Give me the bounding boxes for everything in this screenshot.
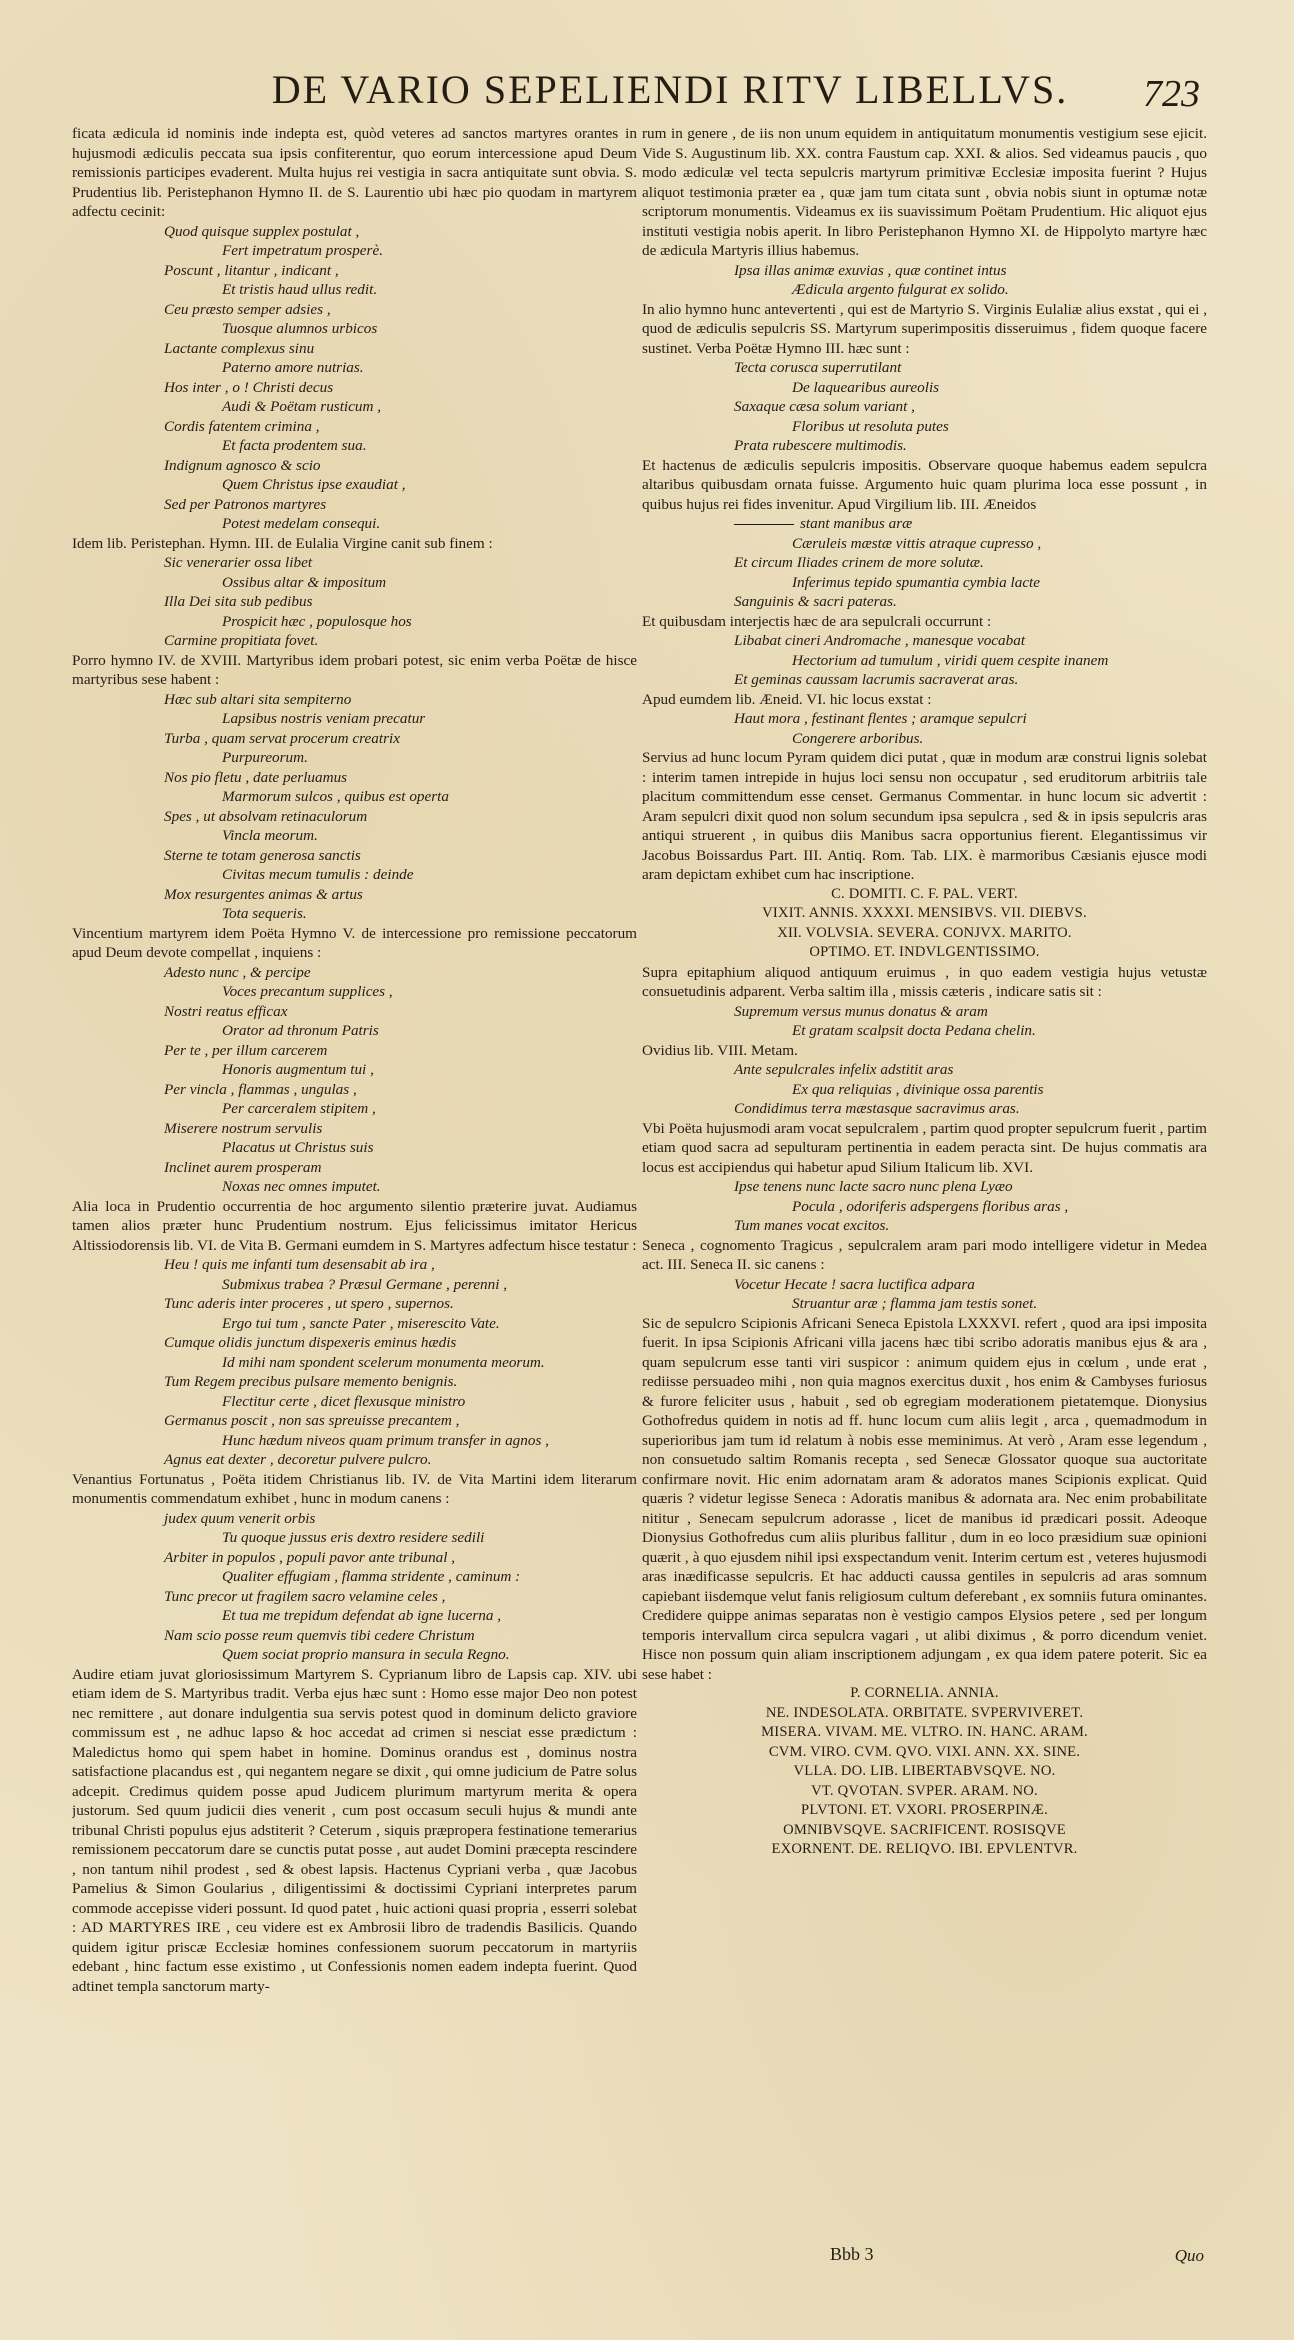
verse-line [72, 729, 637, 749]
inscription-line [642, 1762, 1207, 1782]
line-text: Et circum Iliades crinem de more solutæ. [734, 554, 984, 571]
line-text: Submixus trabea ? Præsul Germane , perenni , [222, 1275, 508, 1293]
verse-block [642, 1275, 1207, 1314]
verse-line [72, 826, 637, 846]
line-text: Per te , per illum carcerem [164, 1041, 328, 1059]
verse-line [72, 865, 637, 885]
line-text: Mox resurgentes animas & artus [164, 885, 363, 903]
verse-line [642, 1275, 1207, 1295]
line-text: Sic venerarier ossa libet [164, 554, 313, 571]
paragraph: Et quibusdam interjectis hæc de ara sepulcrali occurrunt : [642, 612, 992, 630]
line-text: Placatus ut Christus suis [222, 1139, 374, 1156]
verse-line [72, 1645, 637, 1665]
verse-line [72, 612, 637, 632]
line-text: De laquearibus aureolis [792, 378, 940, 396]
line-text: Miserere nostrum servulis [164, 1119, 323, 1137]
line-text: EXORNENT. DE. RELIQVO. IBI. EPVLENTVR. [771, 1841, 1078, 1857]
line-text: Fert impetratum prosperè. [222, 242, 383, 259]
line-text: Ipse tenens nunc lacte sacro nunc plena Lyæo [734, 1178, 1013, 1195]
line-text: Ergo tui tum , sancte Pater , miserescito Vate. [222, 1314, 500, 1332]
verse-line [72, 1294, 637, 1314]
paragraph: Seneca , cognomento Tragicus , sepulcralem aram pari modo intelligere videtur in Medea act. III. Seneca II. sic canens : [642, 1236, 1207, 1273]
line-text: Vocetur Hecate ! sacra luctifica adpara [734, 1275, 975, 1293]
line-text: Turba , quam servat procerum creatrix [164, 729, 400, 747]
line-text: stant manibus aræ [800, 515, 913, 532]
paragraph: Servius ad hunc locum Pyram quidem dici putat , quæ in modum aræ construi lignis solebat : interim tamen intrepide in hujus loci sensu non occupatur , sed eruditorum arbitriis tale placitum committendum esse censet. Germanus Commentar. in hunc locum sic advertit : Aram sepulcri dixit quod non solum secundum ipsa sepulcra , sed & in ipsis sepulcris aras antiqui struerent , in quibus diis Manibus sacra opportunius fierent. Elegantissimus vir Jacobus Boissardus Part. III. Antiq. Rom. Tab. LIX. è marmoribus Cæsianis ejusce modi aram depictam exhibet cum hac inscriptione. [642, 749, 1207, 883]
line-text: Hectorium ad tumulum , viridi quem cespite inanem [792, 651, 1109, 669]
verse-line [642, 378, 1207, 398]
line-text: Per vincla , flammas , ungulas , [164, 1080, 357, 1098]
verse-line [72, 846, 637, 866]
verse-line [72, 222, 637, 242]
verse-line [72, 1177, 637, 1197]
line-text: Illa Dei sita sub pedibus [164, 593, 313, 610]
line-text: Germanus poscit , non sas spreuisse precantem , [164, 1412, 460, 1429]
verse-line [72, 1372, 637, 1392]
verse-line [72, 709, 637, 729]
verse-line [72, 1411, 637, 1431]
line-text: P. CORNELIA. ANNIA. [850, 1685, 999, 1701]
verse-line [72, 1255, 637, 1275]
line-text: VT. QVOTAN. SVPER. ARAM. NO. [811, 1782, 1038, 1799]
line-text: Flectitur certe , dicet flexusque ministro [222, 1392, 466, 1410]
verse-line [642, 417, 1207, 437]
inscription-line [642, 1782, 1207, 1802]
line-text: Tota sequeris. [222, 905, 307, 922]
verse-line [72, 1021, 637, 1041]
verse-line [72, 495, 637, 515]
line-text: OPTIMO. ET. INDVLGENTISSIMO. [809, 944, 1040, 960]
inscription-line [642, 924, 1207, 944]
verse-line [72, 1333, 637, 1353]
paragraph: ficata ædicula id nominis inde indepta est, quòd veteres ad sanctos martyres orantes in hujusmodi ædiculis peccata sua ipsis confiterentur, quo eorum intercessione apud Deum remissionis participes evaderent. Multa hujus rei vestigia in sacra antiquitate sunt obvia. S. Prudentius lib. Peristephanon Hymno II. de S. Laurentio ubi hæc pio quodam in martyrem adfectu cecinit: [72, 125, 637, 220]
verse-block [642, 1060, 1207, 1119]
inscription-block [642, 1684, 1207, 1860]
line-text: MISERA. VIVAM. ME. VLTRO. IN. HANC. ARAM. [761, 1724, 1088, 1740]
verse-line [72, 1099, 637, 1119]
line-text: Tum manes vocat excitos. [734, 1217, 890, 1234]
verse-line [72, 417, 637, 437]
verse-line [72, 1606, 637, 1626]
verse-block [642, 358, 1207, 456]
line-text: Adesto nunc , & percipe [164, 963, 311, 981]
verse-line [72, 1002, 637, 1022]
verse-line [72, 904, 637, 924]
verse-line [642, 280, 1207, 300]
verse-line [642, 1294, 1207, 1314]
verse-line [72, 319, 637, 339]
verse-line [642, 534, 1207, 554]
verse-line [642, 514, 1207, 534]
verse-block [642, 1177, 1207, 1236]
paragraph: rum in genere , de iis non unum equidem in antiquitatum monumentis vestigium sese ejicit. Vide S. Augustinum lib. XX. contra Faustum cap. XXI. & alios. Sed videamus paucis , quo modo ædiculæ vel tecta sepulcris martyrum primitivæ Ecclesiæ imposita fuerint ? Hujus aliquot testimonia præter ea , quæ jam tum citata sunt , obvia nobis siunt in optumæ notæ scriptorum monumentis. Videamus ex iis suavissimum Poëtam Prudentium. Hic aliquot ejus instituti vestigia nobis aperit. In libro Peristephanon Hymno XI. de Hippolyto martyre hæc de ædicula Martyris illius habemus. [642, 125, 1207, 259]
verse-line [72, 300, 637, 320]
verse-line [642, 631, 1207, 651]
line-text: Tuosque alumnos urbicos [222, 320, 378, 337]
line-text: Spes , ut absolvam retinaculorum [164, 807, 368, 825]
line-text: Indignum agnosco & scio [164, 456, 321, 474]
line-text: NE. INDESOLATA. ORBITATE. SVPERVIVERET. [765, 1704, 1084, 1721]
line-text: VIXIT. ANNIS. XXXXI. MENSIBVS. VII. DIEBVS. [762, 905, 1087, 921]
inscription-line [642, 1704, 1207, 1724]
paragraph: Porro hymno IV. de XVIII. Martyribus idem probari potest, sic enim verba Poëtæ de hisce martyribus sese habent : [72, 651, 637, 688]
line-text: Prata rubescere multimodis. [734, 437, 907, 454]
line-text: Et facta prodentem sua. [222, 437, 367, 454]
line-text: Tu quoque jussus eris dextro residere sedili [222, 1529, 485, 1546]
verse-line [642, 709, 1207, 729]
line-text: Lactante complexus sinu [164, 339, 315, 357]
running-title: DE VARIO SEPELIENDI RITV LIBELLVS. [271, 67, 1069, 112]
line-text: VLLA. DO. LIB. LIBERTABVSQVE. NO. [793, 1763, 1056, 1779]
verse-line [72, 475, 637, 495]
line-text: Inclinet aurem prosperam [164, 1158, 322, 1176]
page-number: 723 [1143, 73, 1200, 115]
line-text: OMNIBVSQVE. SACRIFICENT. ROSISQVE [783, 1821, 1066, 1838]
line-text: Agnus eat dexter , decoretur pulvere pulcro. [164, 1451, 432, 1468]
line-text: Cordis fatentem crimina , [164, 417, 320, 435]
line-text: Cumque olidis junctum dispexeris eminus hædis [164, 1334, 457, 1351]
verse-line [642, 1002, 1207, 1022]
verse-line [642, 573, 1207, 593]
line-text: Tecta corusca superrutilant [734, 359, 902, 376]
line-text: Marmorum sulcos , quibus est operta [222, 788, 449, 805]
line-text: Purpureorum. [222, 749, 308, 766]
line-text: Struantur aræ ; flamma jam testis sonet. [792, 1295, 1038, 1312]
line-text: Supremum versus munus donatus & aram [734, 1002, 988, 1020]
verse-block [642, 514, 1207, 612]
verse-line [72, 631, 637, 651]
verse-line [642, 1060, 1207, 1080]
verse-line [72, 1528, 637, 1548]
inscription-line [642, 943, 1207, 963]
paragraph: Audire etiam juvat gloriosissimum Martyrem S. Cyprianum libro de Lapsis cap. XIV. ubi etiam idem de S. Martyribus tradit. Verba ejus hæc sunt : Homo esse major Deo non potest nec remittere , aut donare indulgentia sua servis potest quod in dominum delicto graviore commissum est , ne adhuc lapso & hoc accedat ad crimen si nesciat esse prædictum : Maledictus homo qui spem habet in homine. Dominus orandus est , dominus nostra satisfactione placandus est , qui negantem negare se dixit , qui omne judicium de Patre solus adcepit. Credimus quidem posse apud Judicem plurimum martyrum merita & opera justorum. Sed quum judicii dies venerit , cum post occasum seculi hujus & mundi ante tribunal Christi populus ejus adstiterit ? Ceterum , siquis præpropera festinatione temerarius remissionem peccatorum dare se cunctis putat posse , aut audet Domini præcepta rescindere , non tantum nihil prodest , sed & obest lapsis. Hactenus Cypriani verba , quæ Jacobus Pamelius & Simon Goularius , diligentissimi & doctissimi Cypriani interpretes parum commode accepisse videri possunt. Id quod patet , huic actioni quasi propria , esserri solebat : AD MARTYRES IRE , ceu videre est ex Ambrosii libro de tradendis Basilicis. Quando quidem igitur priscæ Ecclesiæ homines confessionem suorum peccatorum in martyriis edebant , hinc factum esse existimo , ut Confessionis nomen eadem indepta fuerint. Quod adtinet templa sanctorum marty- [72, 1665, 637, 1995]
inscription-line [642, 904, 1207, 924]
verse-line [72, 280, 637, 300]
line-text: Noxas nec omnes imputet. [222, 1178, 381, 1195]
line-text: judex quum venerit orbis [164, 1509, 316, 1527]
line-text: Ante sepulcrales infelix adstitit aras [734, 1061, 954, 1078]
line-text: Audi & Poëtam rusticum , [222, 398, 382, 415]
line-text: Voces precantum supplices , [222, 983, 393, 1000]
verse-line [642, 436, 1207, 456]
line-text: Quod quisque supplex postulat , [164, 222, 360, 240]
line-text: CVM. VIRO. CVM. QVO. VIXI. ANN. XX. SINE. [768, 1743, 1081, 1760]
verse-block [72, 222, 637, 534]
line-text: C. DOMITI. C. F. PAL. VERT. [831, 885, 1018, 902]
verse-block [72, 553, 637, 651]
catchword: Quo [1174, 2246, 1204, 2265]
verse-line [72, 592, 637, 612]
verse-line [72, 573, 637, 593]
verse-line [642, 1099, 1207, 1119]
line-text: Ex qua reliquias , divinique ossa parentis [792, 1080, 1044, 1098]
verse-line [642, 397, 1207, 417]
paragraph: Vbi Poëta hujusmodi aram vocat sepulcralem , partim quod propter sepulcrum fuerit , partim etiam quod sacra ad sepulturam pertinentia in eadem peracta sint. De hujus commatis ara locus est accipiendus qui habetur apud Silium Italicum lib. XVI. [642, 1119, 1207, 1176]
line-text: Floribus ut resoluta putes [792, 417, 949, 435]
verse-line [72, 397, 637, 417]
line-text: Ceu præsto semper adsies , [164, 300, 331, 318]
line-text: Poscunt , litantur , indicant , [164, 261, 339, 279]
line-text: Prospicit hæc , populosque hos [222, 612, 412, 630]
line-text: Et gratam scalpsit docta Pedana chelin. [792, 1022, 1036, 1039]
inscription-line [642, 1684, 1207, 1704]
line-text: Cæruleis mæstæ vittis atraque cupresso , [792, 534, 1042, 552]
verse-line [72, 1626, 637, 1646]
line-text: Orator ad thronum Patris [222, 1022, 379, 1039]
verse-line [642, 553, 1207, 573]
verse-line [72, 1450, 637, 1470]
verse-block [72, 1509, 637, 1665]
line-text: Tunc aderis inter proceres , ut spero , supernos. [164, 1295, 454, 1312]
line-text: Vincla meorum. [222, 827, 318, 844]
paragraph: Apud eumdem lib. Æneid. VI. hic locus exstat : [642, 690, 932, 708]
verse-line [72, 748, 637, 768]
verse-line [642, 1197, 1207, 1217]
line-text: Ipsa illas animæ exuvias , quæ continet intus [734, 261, 1007, 279]
line-text: Paterno amore nutrias. [222, 359, 364, 376]
line-text: Pocula , odoriferis adspergens floribus aras , [792, 1197, 1069, 1215]
verse-line [642, 1216, 1207, 1236]
verse-line [72, 1119, 637, 1139]
line-text: Congerere arboribus. [792, 729, 924, 747]
inscription-line [642, 1743, 1207, 1763]
line-text: Per carceralem stipitem , [222, 1100, 376, 1117]
verse-block [642, 631, 1207, 690]
line-text: Lapsibus nostris veniam precatur [222, 710, 426, 727]
verse-line [72, 456, 637, 476]
paragraph: Sic de sepulcro Scipionis Africani Seneca Epistola LXXXVI. refert , quod ara ipsi imposita fuerit. In ipsa Scipionis Africani villa jacens hæc tibi scribo adoratis manibus ejus & ara , quam sepulcrum esse tanti viri suspicor : animum quidem ejus in cœlum , unde erat , rediisse persuadeo mihi , non quia magnos exercitus duxit , hos enim & Cambyses furiosus & furore feliciter usus , habuit , sed ob egregiam moderationem pietatemque. Dionysius Gothofredus quidem in notis ad ff. hunc locum cum aliis legit , arca , quemadmodum in superioribus jam tum id relatum à nobis esse meminimus. At verò , Aram esse legendum , non consuetudo saltim Romanis recepta , sed Senecæ Glossator quoque sua auctoritate confirmare novit. Hic enim adornatam aram & adoratos manes Scipionis explicat. Quid quæris ? videtur legisse Seneca : Adoratis manibus & adornata ara. Nec enim probabilitate nititur , Senecam sepulcrum adorasse , licet de manibus id prædicari possit. Adeoque Dionysius Gothofredus cum aliis pluribus fallitur , dum in eo loco præsidium suæ opinioni quærit , à quo ejusdem nihil ipsi exspectandum venit. Interim certum est , veteres hujusmodi aras inædificasse sepulcris. Et hac adducti caussa gentiles in sepulcris ad aras somnum capiebant iisdemque velut fanis religiosum cultum deferebant , ex somniis futura ominantes. Credidere quippe animas separatas non è vestigio campos Elysios petere , sed per longum temporis intervallum circa sepulcra vagari , ut alibi diximus , & porro dicendum veniet. Hisce non possum quin aliam inscriptionem adjungam , ex qua idem patere poterit. Sic ea sese habet : [642, 1314, 1207, 1683]
line-text: Arbiter in populos , populi pavor ante tribunal , [164, 1548, 456, 1566]
line-text: Hæc sub altari sita sempiterno [164, 690, 352, 708]
inscription-line [642, 1821, 1207, 1841]
verse-line [72, 1041, 637, 1061]
line-text: XII. VOLVSIA. SEVERA. CONJVX. MARITO. [777, 924, 1072, 941]
line-text: Hos inter , o ! Christi decus [164, 378, 334, 396]
line-text: Ædicula argento fulgurat ex solido. [792, 281, 1009, 298]
verse-line [642, 1177, 1207, 1197]
verse-block [72, 1255, 637, 1470]
inscription-line [642, 1723, 1207, 1743]
line-text: Carmine propitiata fovet. [164, 632, 319, 649]
line-text: Honoris augmentum tui , [222, 1061, 374, 1078]
verse-line [72, 885, 637, 905]
line-text: Id mihi nam spondent scelerum monumenta meorum. [222, 1353, 545, 1371]
verse-line [72, 1548, 637, 1568]
verse-line [72, 1060, 637, 1080]
line-text: Hunc hædum niveos quam primum transfer in agnos , [222, 1431, 549, 1449]
verse-line [72, 807, 637, 827]
line-text: Nostri reatus efficax [164, 1002, 288, 1020]
verse-line [72, 982, 637, 1002]
line-text: Heu ! quis me infanti tum desensabit ab ira , [164, 1256, 435, 1273]
inscription-block [642, 885, 1207, 963]
verse-line [72, 241, 637, 261]
verse-line [642, 592, 1207, 612]
line-text: Et geminas caussam lacrumis sacraverat aras. [734, 671, 1019, 688]
line-text: Saxaque cæsa solum variant , [734, 398, 915, 415]
inscription-line [642, 885, 1207, 905]
verse-line [72, 1431, 637, 1451]
inscription-line [642, 1840, 1207, 1860]
verse-line [72, 1567, 637, 1587]
line-text: Quem Christus ipse exaudiat , [222, 476, 406, 493]
right-column [642, 124, 1207, 2254]
verse-line [642, 670, 1207, 690]
paragraph: Venantius Fortunatus , Poëta itidem Christianus lib. IV. de Vita Martini idem literarum monumentis commendatum exhibet , hunc in modum canens : [72, 1470, 637, 1507]
verse-line [72, 1509, 637, 1529]
verse-line [642, 1021, 1207, 1041]
paragraph: Idem lib. Peristephan. Hymn. III. de Eulalia Virgine canit sub finem : [72, 534, 493, 552]
paragraph: Vincentium martyrem idem Poëta Hymno V. de intercessione pro remissione peccatorum apud Deum devote compellat , inquiens : [72, 924, 637, 961]
line-text: Sterne te totam generosa sanctis [164, 846, 361, 864]
paragraph: Ovidius lib. VIII. Metam. [642, 1041, 798, 1059]
verse-line [72, 514, 637, 534]
verse-block [642, 1002, 1207, 1041]
verse-line [72, 768, 637, 788]
verse-block [72, 690, 637, 924]
line-text: Libabat cineri Andromache , manesque vocabat [734, 632, 1026, 649]
paragraph: Supra epitaphium aliquod antiquum eruimus , in quo eadem vestigia hujus vetustæ consuetudinis adparent. Verba saltim illa , missis cæteris , indicare satis sit : [642, 963, 1207, 1000]
verse-line [72, 1392, 637, 1412]
verse-line [72, 1080, 637, 1100]
line-text: Tum Regem precibus pulsare memento benignis. [164, 1373, 458, 1390]
verse-block [642, 261, 1207, 300]
paragraph: Et hactenus de ædiculis sepulcris impositis. Observare quoque habemus eadem sepulcra altaribus quibusdam ornata fuisse. Argumento huic quam plurima loca esse possunt , in quibus hujus rei fides invenitur. Apud Virgilium lib. III. Æneidos [642, 456, 1207, 513]
verse-line [72, 1314, 637, 1334]
verse-line [72, 1275, 637, 1295]
verse-line [72, 787, 637, 807]
verse-line [72, 339, 637, 359]
line-text: Inferimus tepido spumantia cymbia lacte [792, 573, 1041, 591]
line-text: Et tua me trepidum defendat ab igne lucerna , [222, 1607, 502, 1624]
verse-line [72, 690, 637, 710]
verse-line [642, 261, 1207, 281]
verse-line [642, 651, 1207, 671]
line-text: Haut mora , festinant flentes ; aramque sepulcri [734, 710, 1027, 727]
paragraph: In alio hymno hunc antevertenti , qui est de Martyrio S. Virginis Eulaliæ alius exstat , qui ei , quod de ædiculis sepulcris SS. Martyrum superimpositis disseruimus , fidem quoque facere sustinet. Verba Poëtæ Hymno III. hæc sunt : [642, 300, 1207, 357]
verse-line [72, 1587, 637, 1607]
verse-line [72, 358, 637, 378]
verse-block [642, 709, 1207, 748]
line-text: Sed per Patronos martyres [164, 495, 327, 513]
verse-line [72, 553, 637, 573]
line-text: Et tristis haud ullus redit. [222, 281, 378, 298]
verse-line [72, 963, 637, 983]
signature-mark: Bbb 3 [830, 2244, 874, 2264]
line-text: Tunc precor ut fragilem sacro velamine celes , [164, 1587, 446, 1605]
verse-block [72, 963, 637, 1197]
verse-line [72, 1158, 637, 1178]
line-text: PLVTONI. ET. VXORI. PROSERPINÆ. [801, 1802, 1048, 1818]
line-text: Quem sociat proprio mansura in secula Regno. [222, 1646, 510, 1663]
verse-line [642, 1080, 1207, 1100]
line-text: Civitas mecum tumulis : deinde [222, 866, 414, 883]
verse-line [72, 261, 637, 281]
verse-line [642, 729, 1207, 749]
line-text: Nos pio fletu , date perluamus [164, 768, 348, 786]
paragraph: Alia loca in Prudentio occurrentia de hoc argumento silentio præterire juvat. Audiamus tamen alios præter hunc Prudentium nostrum. Ejus felicissimus imitator Hericus Altissiodorensis lib. VI. de Vita B. Germani eumdem in S. Martyres adfectum hisce testatur : [72, 1197, 637, 1254]
line-text: Nam scio posse reum quemvis tibi cedere Christum [164, 1626, 475, 1644]
line-text: Condidimus terra mæstasque sacravimus aras. [734, 1100, 1020, 1117]
ellipsis-rule [734, 524, 794, 525]
verse-line [72, 1353, 637, 1373]
verse-line [72, 378, 637, 398]
verse-line [72, 1138, 637, 1158]
inscription-line [642, 1801, 1207, 1821]
verse-line [72, 436, 637, 456]
line-text: Ossibus altar & impositum [222, 573, 387, 591]
left-column [72, 124, 637, 2254]
verse-line [642, 358, 1207, 378]
line-text: Potest medelam consequi. [222, 515, 381, 532]
line-text: Qualiter effugiam , flamma stridente , caminum : [222, 1568, 521, 1585]
line-text: Sanguinis & sacri pateras. [734, 593, 897, 610]
